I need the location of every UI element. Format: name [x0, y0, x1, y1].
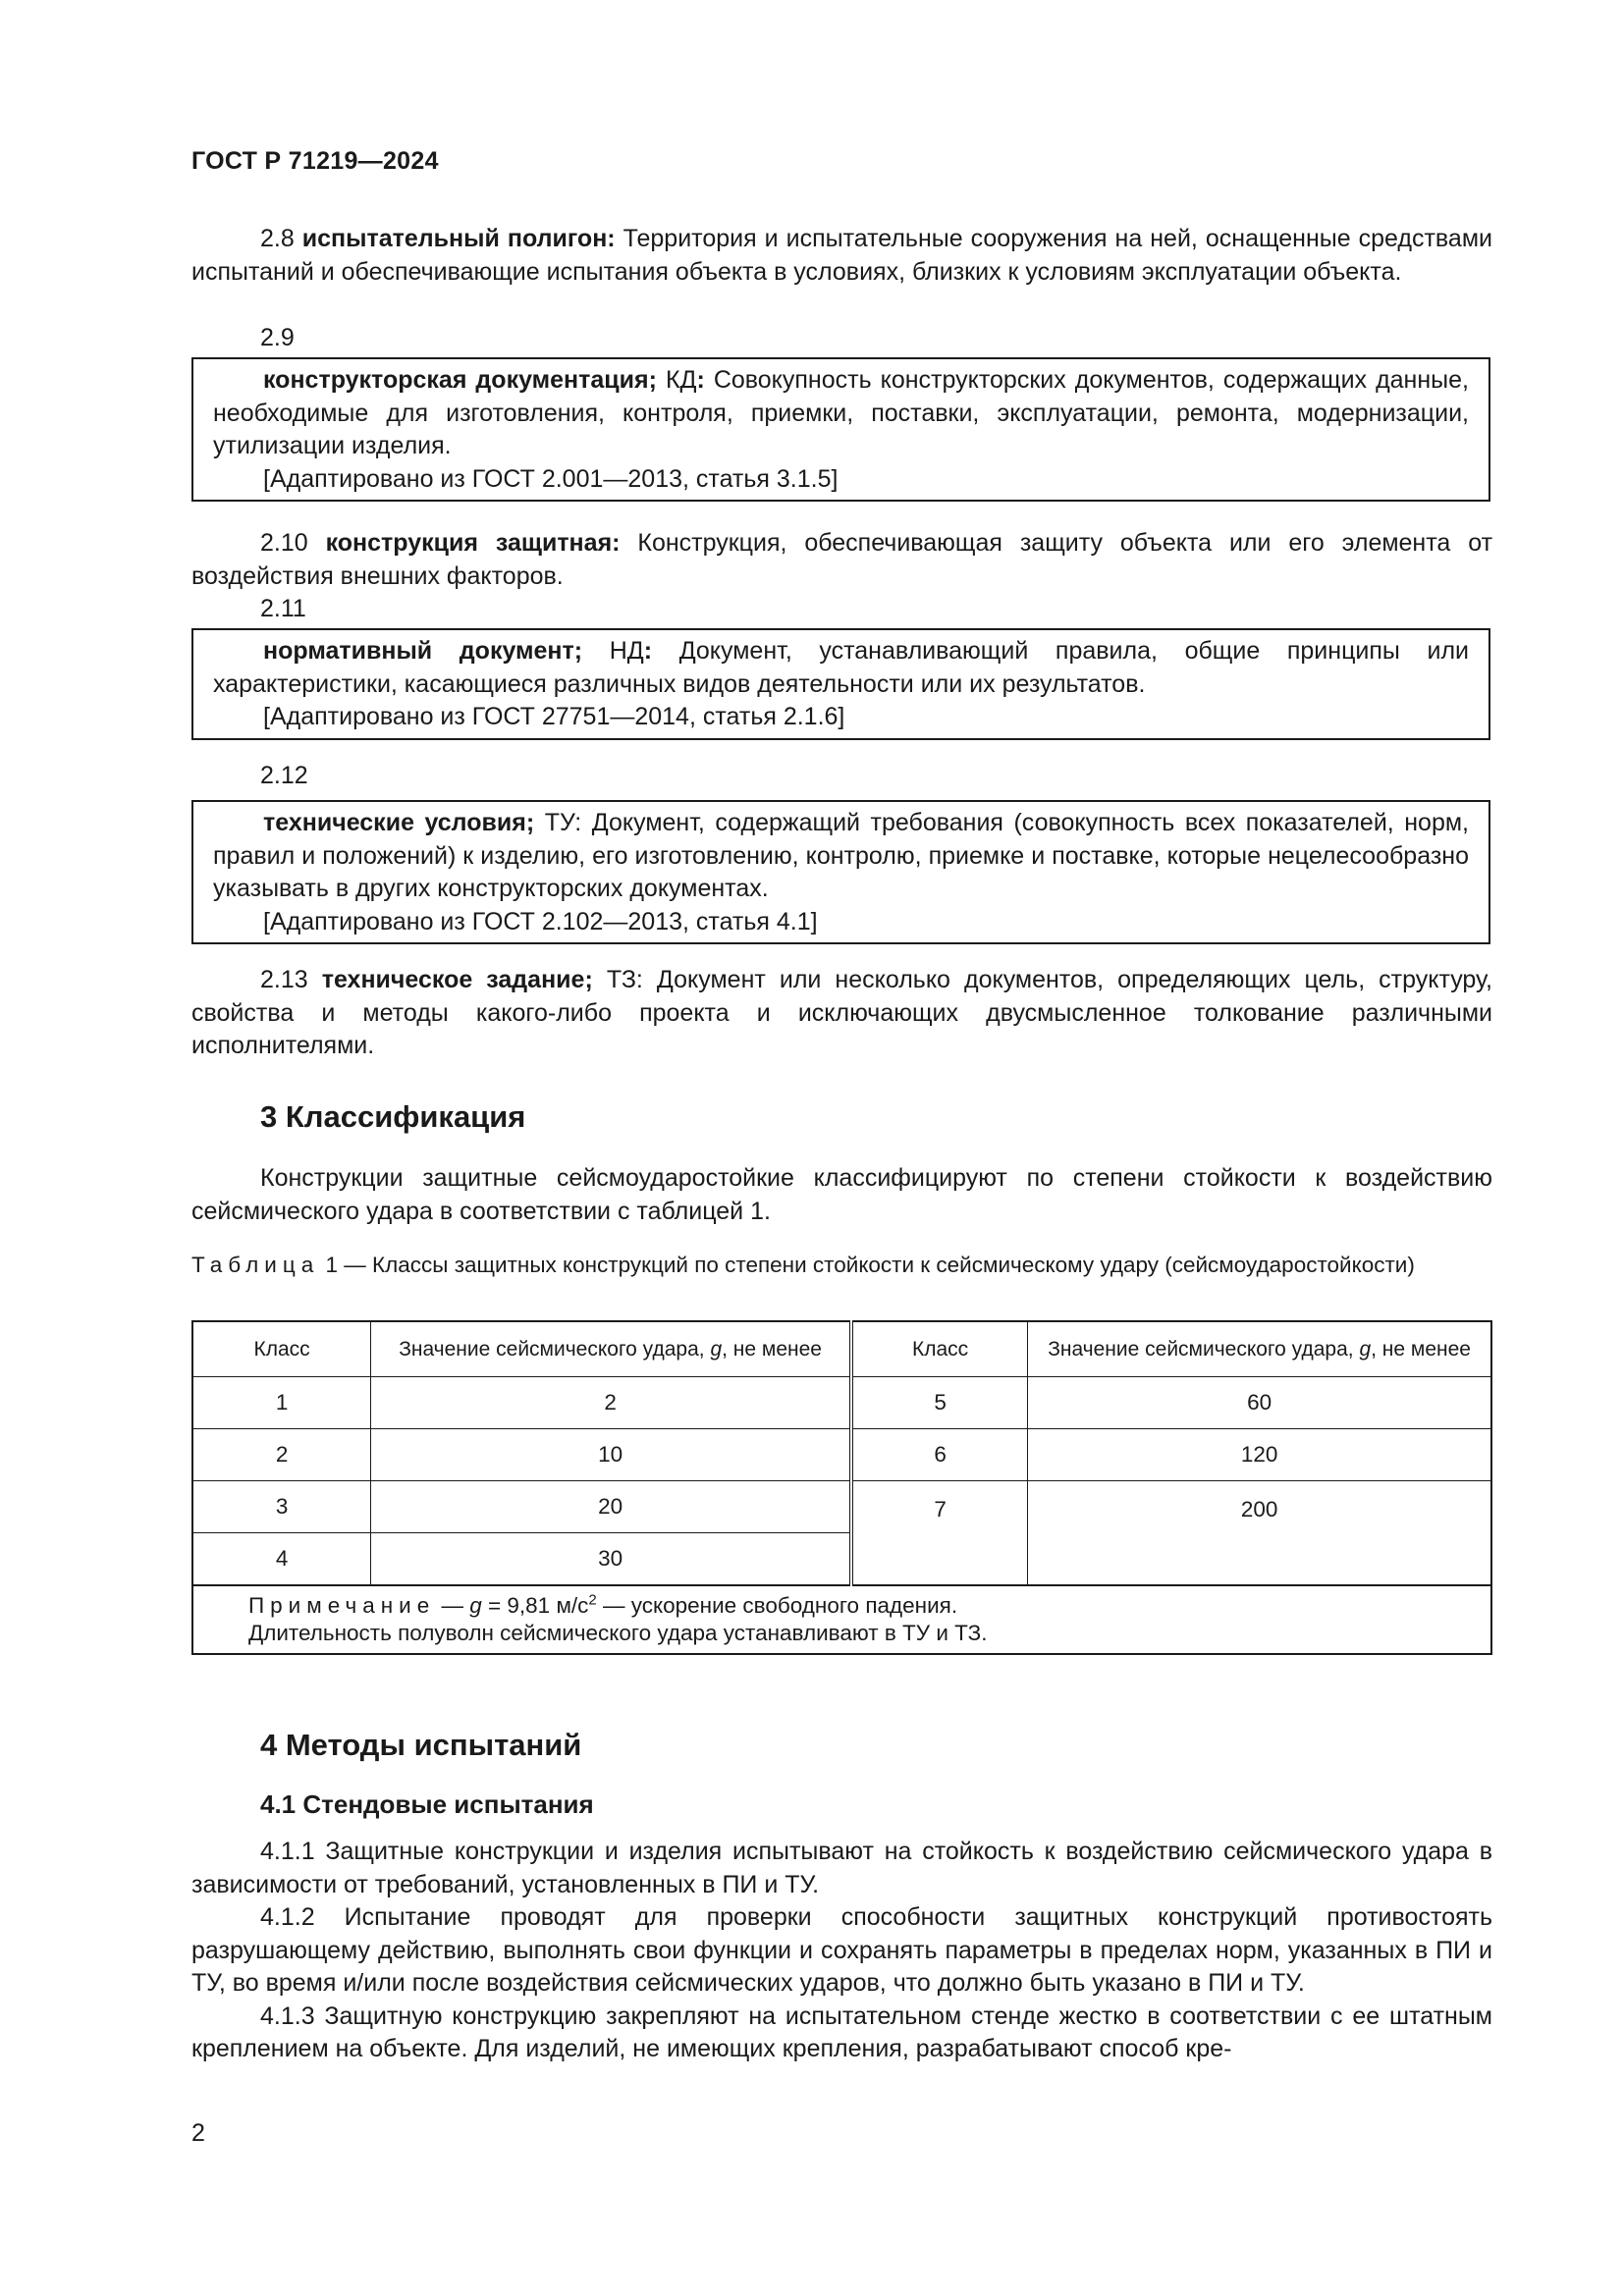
term-title: конструкция защитная: — [325, 529, 621, 557]
term-number: 2.8 — [260, 225, 295, 252]
note-label: Примечание — [248, 1593, 436, 1618]
table-cell-class: 2 — [192, 1429, 371, 1481]
table-1-caption — [191, 1252, 1492, 1279]
table-cell-value: 200 — [1028, 1481, 1491, 1586]
term-number: 2.12 — [260, 762, 308, 789]
column-header-value: Значение сейсмического удара, g, не менее — [1028, 1321, 1491, 1377]
table-cell-value: 60 — [1028, 1377, 1491, 1429]
table-caption-label: Таблица — [191, 1253, 320, 1277]
table-cell-value: 20 — [371, 1481, 851, 1533]
term-2-9-number — [191, 322, 1492, 355]
section-4-body — [191, 1836, 1492, 2066]
table-cell-value: 2 — [371, 1377, 851, 1429]
term-2-9-paragraph: конструкторская документация; КД: Совокупность конструкторских документов, содержащих данные, необходимые для изготовления, контроля, приемки, поставки, эксплуатации, ремонта, модернизации, утилизации изделия. — [213, 366, 1469, 459]
term-2-13-paragraph: 2.13 техническое задание; ТЗ: Документ или несколько документов, определяющих цель, структуру, свойства и методы какого-либо проекта и исключающих двусмысленное толкование различными исполнителями. — [191, 966, 1492, 1059]
term-abbreviation: НД — [609, 637, 644, 665]
section-3-heading: 3 Классификация — [260, 1099, 526, 1134]
column-header-class: Класс — [851, 1321, 1028, 1377]
term-2-11-paragraph: нормативный документ; НД: Документ, устанавливающий правила, общие принципы или характеристики, касающиеся различных видов деятельности или их результатов. — [213, 637, 1469, 698]
table-1 — [191, 1320, 1492, 1655]
term-2-10-paragraph — [191, 527, 1492, 593]
term-source: [Адаптировано из ГОСТ 2.102—2013, статья 4.1] — [263, 907, 818, 935]
term-number: 2.10 — [260, 529, 308, 557]
table-cell-class: 5 — [851, 1377, 1028, 1429]
document-code-header: ГОСТ Р 71219—2024 — [191, 147, 439, 175]
term-abbreviation: ТУ — [544, 809, 575, 836]
table-note-row — [192, 1585, 1491, 1654]
term-definition: Совокупность конструкторских документов, содержащих данные, необходимые для изготовления, контроля, приемки, поставки, эксплуатации, ремонта, модернизации, утилизации изделия. — [213, 366, 1469, 459]
section-3-intro — [191, 1162, 1492, 1228]
term-definition: Документ, содержащий требования (совокупность всех показателей, норм, правил и положений) к изделию, его изготовлению, контролю, приемке и поставке, которые нецелесообразно указывать в других конструкторских документах. — [213, 809, 1469, 902]
term-2-13 — [191, 964, 1492, 1063]
term-definition: Документ, устанавливающий правила, общие принципы или характеристики, касающиеся различных видов деятельности или их результатов. — [213, 637, 1469, 698]
term-2-11-number — [191, 593, 1492, 626]
term-title: испытательный полигон: — [301, 225, 616, 252]
table-note: Примечание — g = 9,81 $м/с^2$ — ускорение свободного падения. Длительность полуволн сейсмического удара устанавливают в ТУ и ТЗ. — [192, 1585, 1491, 1654]
table-cell-value: 30 — [371, 1533, 851, 1586]
column-header-class: Класс — [192, 1321, 371, 1377]
term-abbreviation: ТЗ — [606, 966, 636, 993]
term-title: конструкторская документация; — [263, 366, 657, 394]
term-definition: Конструкция, обеспечивающая защиту объекта или его элемента от воздействия внешних факторов. — [191, 529, 1493, 590]
term-2-12-box — [191, 800, 1490, 944]
term-source: [Адаптировано из ГОСТ 27751—2014, статья 2.1.6] — [263, 703, 845, 730]
note-line-2: Длительность полуволн сейсмического удара устанавливают в ТУ и ТЗ. — [248, 1621, 988, 1645]
table-row — [192, 1377, 1491, 1429]
table-cell-value: 120 — [1028, 1429, 1491, 1481]
table-row — [192, 1429, 1491, 1481]
column-header-value: Значение сейсмического удара, g, не менее — [371, 1321, 851, 1377]
term-number: 2.13 — [260, 966, 308, 993]
paragraph-4-1-2: 4.1.2 Испытание проводят для проверки способности защитных конструкций противостоять разрушающему действию, выполнять свои функции и сохранять параметры в пределах норм, указанных в ПИ и ТУ, во время и/или после воздействия сейсмических ударов, что должно быть указано в ПИ и ТУ. — [191, 1903, 1492, 1997]
section-3-paragraph: Конструкции защитные сейсмоударостойкие классифицируют по степени стойкости к воздействию сейсмического удара в соответствии с таблицей 1. — [191, 1164, 1492, 1225]
term-2-10 — [191, 527, 1492, 593]
section-4-1-heading: 4.1 Стендовые испытания — [260, 1789, 594, 1819]
table-cell-class: 6 — [851, 1429, 1028, 1481]
table-cell-class: 4 — [192, 1533, 371, 1586]
page-number: 2 — [191, 2119, 205, 2147]
table-cell-class: 1 — [192, 1377, 371, 1429]
term-title: технические условия; — [263, 809, 535, 836]
term-2-12-paragraph: технические условия; ТУ: Документ, содержащий требования (совокупность всех показателей, норм, правил и положений) к изделию, его изготовлению, контролю, приемке и поставке, которые нецелесообразно указывать в других конструкторских документах. — [213, 809, 1469, 902]
term-title: нормативный документ; — [263, 637, 583, 665]
term-2-8 — [191, 223, 1492, 289]
term-2-12-number — [191, 760, 1492, 793]
table-cell-class: 7 — [851, 1481, 1028, 1586]
term-2-9-box — [191, 357, 1490, 502]
term-title: техническое задание; — [321, 966, 593, 993]
table-cell-class: 3 — [192, 1481, 371, 1533]
term-2-8-paragraph — [191, 223, 1492, 289]
term-definition: Документ или несколько документов, определяющих цель, структуру, свойства и методы какого-либо проекта и исключающих двусмысленное толкование различными исполнителями. — [191, 966, 1492, 1059]
term-source: [Адаптировано из ГОСТ 2.001—2013, статья 3.1.5] — [263, 464, 839, 493]
term-abbreviation: КД — [665, 366, 697, 394]
term-number: 2.9 — [260, 324, 295, 351]
table-cell-value: 10 — [371, 1429, 851, 1481]
paragraph-4-1-3: 4.1.3 Защитную конструкцию закрепляют на испытательном стенде жестко в соответствии с ее штатным креплением на объекте. Для изделий, не имеющих крепления, разрабатывают способ кре- — [191, 2002, 1492, 2062]
table-caption-text: 1 — Классы защитных конструкций по степени стойкости к сейсмическому удару (сейсмоударостойкости) — [325, 1253, 1415, 1277]
paragraph-4-1-1: 4.1.1 Защитные конструкции и изделия испытывают на стойкость к воздействию сейсмического удара в зависимости от требований, установленных в ПИ и ТУ. — [191, 1838, 1492, 1898]
table-header-row — [192, 1321, 1491, 1377]
term-number: 2.11 — [260, 595, 306, 622]
term-definition: Территория и испытательные сооружения на ней, оснащенные средствами испытаний и обеспечивающие испытания объекта в условиях, близких к условиям эксплуатации объекта. — [191, 225, 1492, 286]
section-4-heading: 4 Методы испытаний — [260, 1728, 582, 1762]
table-row — [192, 1481, 1491, 1533]
term-2-11-box — [191, 628, 1490, 740]
